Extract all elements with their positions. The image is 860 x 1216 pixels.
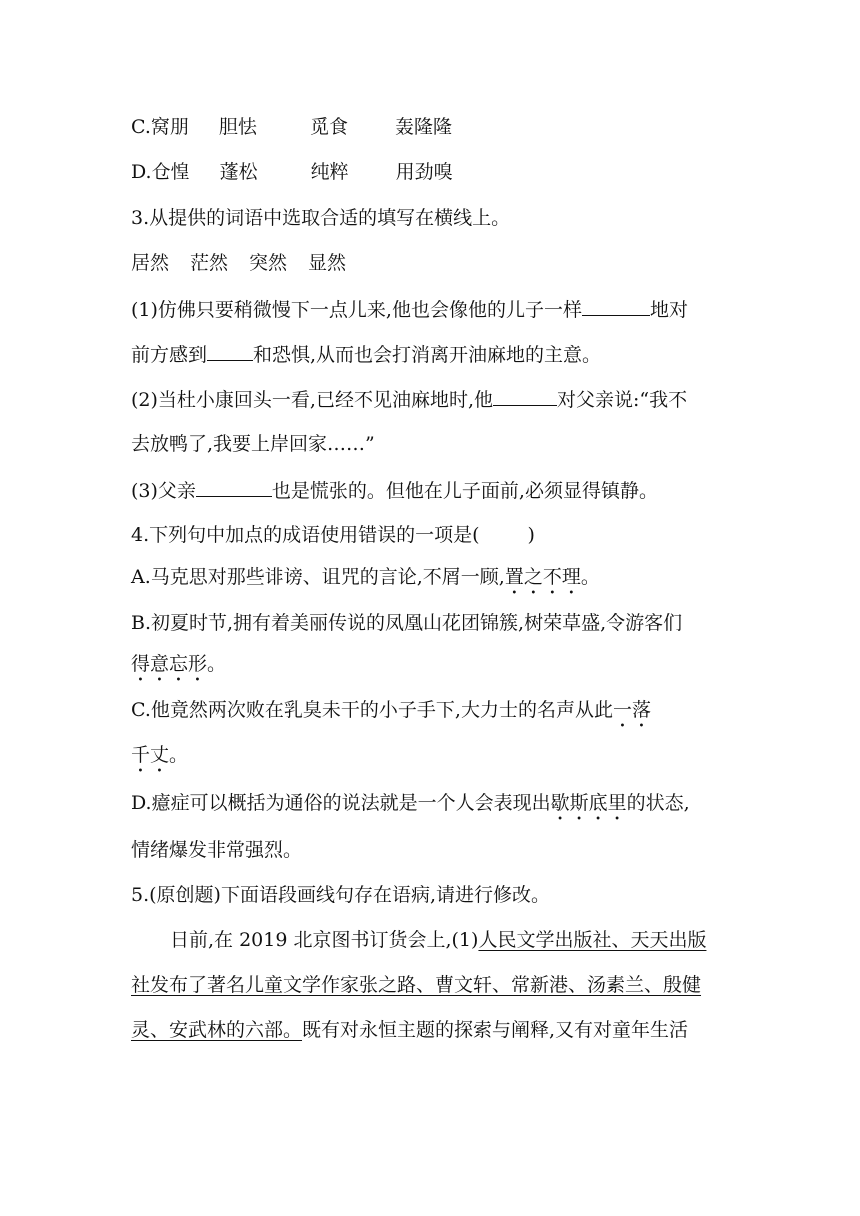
q5-paragraph-line-3 [131,1018,688,1042]
q4-option-b: B.初夏时节,拥有着美丽传说的凤凰山花团锦簇,树荣草盛,令游客们 [131,612,683,634]
word-bank-item: 突然 [249,252,288,274]
question-3-title: 3.从提供的词语中选取合适的填写在横线上。 [131,207,511,229]
answer-blank[interactable] [196,478,272,497]
word-bank [131,251,346,275]
word: 纯粹 [310,161,349,183]
q4-option-d [131,791,690,825]
question-5-title: 5.(原创题)下面语段画线句存在语病,请进行修改。 [131,884,550,906]
underlined-sentence: 社发布了著名儿童文学作家张之路、曹文轩、常新港、汤素兰、殷健 [131,974,702,996]
paragraph-text: 日前,在 2019 北京图书订货会上,(1) [170,929,479,951]
option-text: 。 [580,566,600,588]
q4-option-c-cont [131,743,188,777]
q3-sentence-2-cont: 去放鸭了,我要上岸回家……” [131,433,375,455]
dotted-idiom: 歇斯底里 [550,792,627,814]
word: 觅食 [309,116,348,138]
underlined-sentence: 人民文学出版社、天天出版 [478,929,707,951]
answer-blank[interactable] [493,387,557,406]
option-text: 的状态, [626,792,690,814]
sentence-text: 也是慌张的。但他在儿子面前,必须显得镇静。 [271,480,658,502]
underlined-sentence: 灵、安武林的六部。 [131,1019,303,1041]
q3-sentence-2 [131,387,687,412]
q4-option-a [131,565,600,599]
sentence-text: 前方感到 [131,344,208,366]
option-label: D. [131,161,152,183]
paragraph-text: 既有对永恒主题的探索与阐释,又有对童年生活 [302,1019,689,1041]
question-text: ) [527,524,535,546]
q4-option-b-cont [131,652,226,686]
q5-paragraph-line-2 [131,973,701,997]
word: 窝朋 [150,116,189,138]
sentence-text: (1)仿佛只要稍微慢下一点儿来,他也会像他的儿子一样 [131,299,582,321]
option-d [131,160,453,184]
sentence-text: (2)当杜小康回头一看,已经不见油麻地时,他 [131,389,493,411]
word: 蓬松 [219,161,258,183]
word-bank-item: 居然 [131,252,170,274]
word-bank-item: 显然 [308,252,347,274]
sentence-text: 和恐惧,从而也会打消离开油麻地的主意。 [253,344,602,366]
option-label: C. [131,116,151,138]
dotted-idiom: 置之不理 [504,566,581,588]
dotted-idiom: 千丈 [131,744,170,766]
q5-paragraph-line-1 [170,928,706,952]
q3-sentence-1 [131,297,688,322]
dotted-idiom: 一落 [612,699,651,721]
dotted-idiom: 得意忘形 [131,653,208,675]
word: 用劲嗅 [395,161,453,183]
option-text: A.马克思对那些诽谤、诅咒的言论,不屑一顾, [131,566,505,588]
word: 胆怯 [218,116,257,138]
option-text: C.他竟然两次败在乳臭未干的小子手下,大力士的名声从此 [131,699,613,721]
option-text: 。 [169,744,189,766]
sentence-text: 对父亲说:“我不 [557,389,688,411]
answer-blank[interactable] [582,297,650,316]
word: 轰隆隆 [394,116,452,138]
answer-blank[interactable] [207,342,253,361]
q4-option-c [131,698,651,732]
sentence-text: (3)父亲 [131,480,196,502]
sentence-text: 地对 [649,299,688,321]
option-c [131,115,452,139]
question-4-title [131,523,535,547]
word: 仓惶 [151,161,190,183]
word-bank-item: 茫然 [190,252,229,274]
q4-option-d-cont: 情绪爆发非常强烈。 [131,839,303,861]
q3-sentence-3 [131,478,658,503]
option-text: 。 [207,653,227,675]
option-text: D.癔症可以概括为通俗的说法就是一个人会表现出 [131,792,551,814]
q3-sentence-1-cont [131,342,601,367]
question-text: 4.下列句中加点的成语使用错误的一项是( [131,524,480,546]
